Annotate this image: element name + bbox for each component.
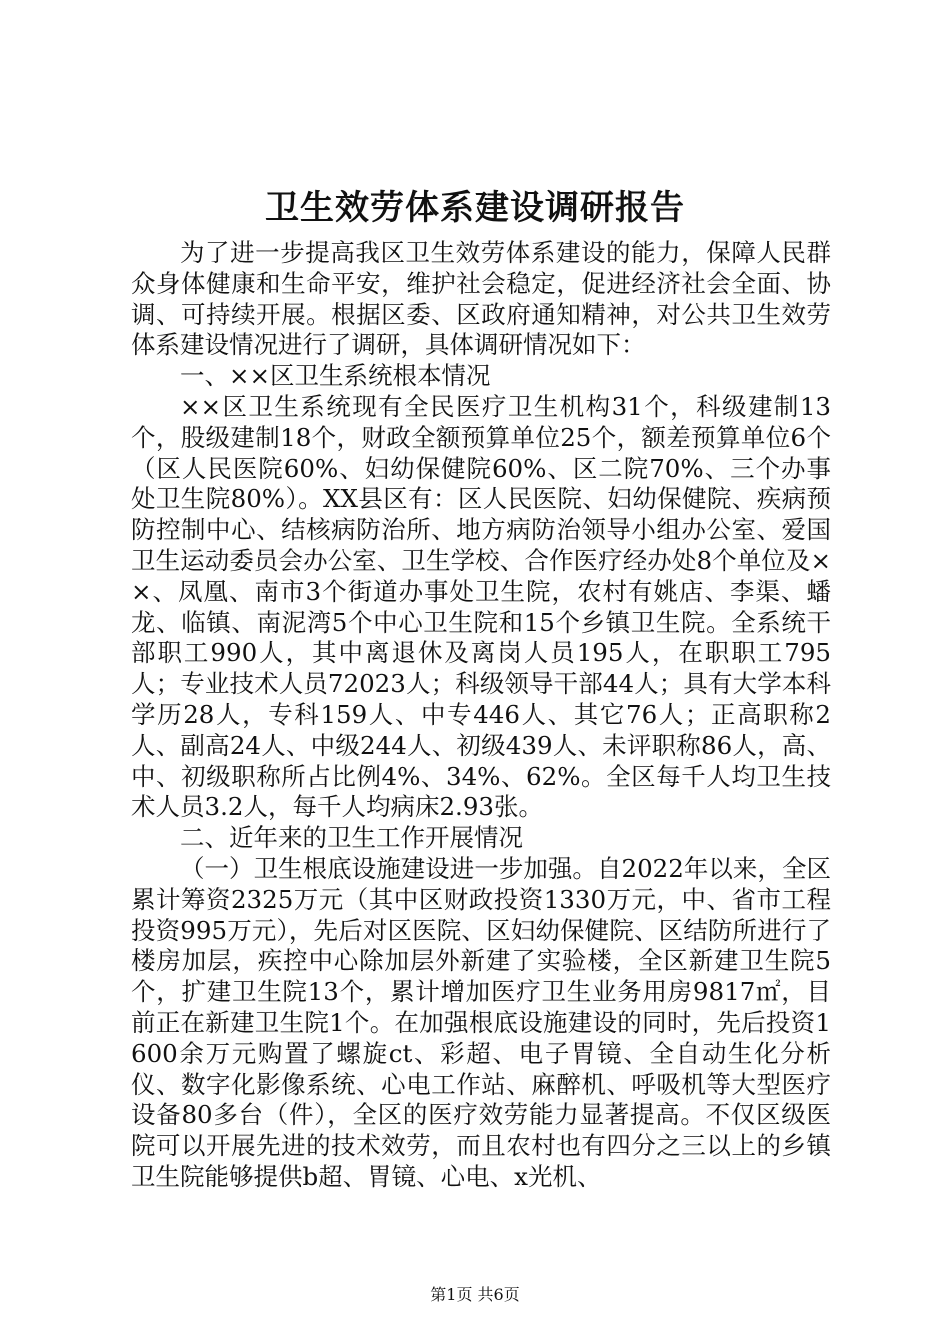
section-1-paragraph: ××区卫生系统现有全民医疗卫生机构31个，科级建制13个，股级建制18个，财政全额预算单位25个，额差预算单位6个（区人民医院60%、妇幼保健院60%、区二院70%、三个办事处卫生院80%）。XX县区有：区人民医院、妇幼保健院、疾病预防控制中心、结核病防治所、地方病防治领导小组办公室、爱国卫生运动委员会办公室、卫生学校、合作医疗经办处8个单位及××、凤凰、南市3个街道办事处卫生院，农村有姚店、李渠、蟠龙、临镇、南泥湾5个中心卫生院和15个乡镇卫生院。全系统干部职工990人，其中离退休及离岗人员195人，在职职工795人；专业技术人员72023人；科级领导干部44人；具有大学本科学历28人，专科159人、中专446人、其它76人；正高职称2人、副高24人、中级244人、初级439人、未评职称86人，高、中、初级职称所占比例4%、34%、62%。全区每千人均卫生技术人员3.2人，每千人均病床2.93张。 xyxy=(131,391,831,822)
section-2-paragraph: （一）卫生根底设施建设进一步加强。自2022年以来，全区累计筹资2325万元（其中区财政投资1330万元，中、省市工程投资995万元），先后对区医院、区妇幼保健院、区结防所进行了楼房加层，疾控中心除加层外新建了实验楼，全区新建卫生院5个，扩建卫生院13个，累计增加医疗卫生业务用房9817㎡，目前正在新建卫生院1个。在加强根底设施建设的同时，先后投资1600余万元购置了螺旋ct、彩超、电子胃镜、全自动生化分析仪、数字化影像系统、心电工作站、麻醉机、呼吸机等大型医疗设备80多台（件），全区的医疗效劳能力显著提高。不仅区级医院可以开展先进的技术效劳，而且农村也有四分之三以上的乡镇卫生院能够提供b超、胃镜、心电、x光机、 xyxy=(131,853,831,1191)
document-title: 卫生效劳体系建设调研报告 xyxy=(265,188,685,228)
intro-paragraph: 为了进一步提高我区卫生效劳体系建设的能力，保障人民群众身体健康和生命平安，维护社会稳定，促进经济社会全面、协调、可持续开展。根据区委、区政府通知精神，对公共卫生效劳体系建设情况进行了调研，具体调研情况如下： xyxy=(131,238,831,360)
document-body xyxy=(131,238,831,1193)
section-heading-2: 二、近年来的卫生工作开展情况 xyxy=(180,823,523,853)
section-heading-1: 一、××区卫生系统根本情况 xyxy=(180,361,491,391)
page-footer: 第1页 共6页 xyxy=(430,1285,520,1304)
